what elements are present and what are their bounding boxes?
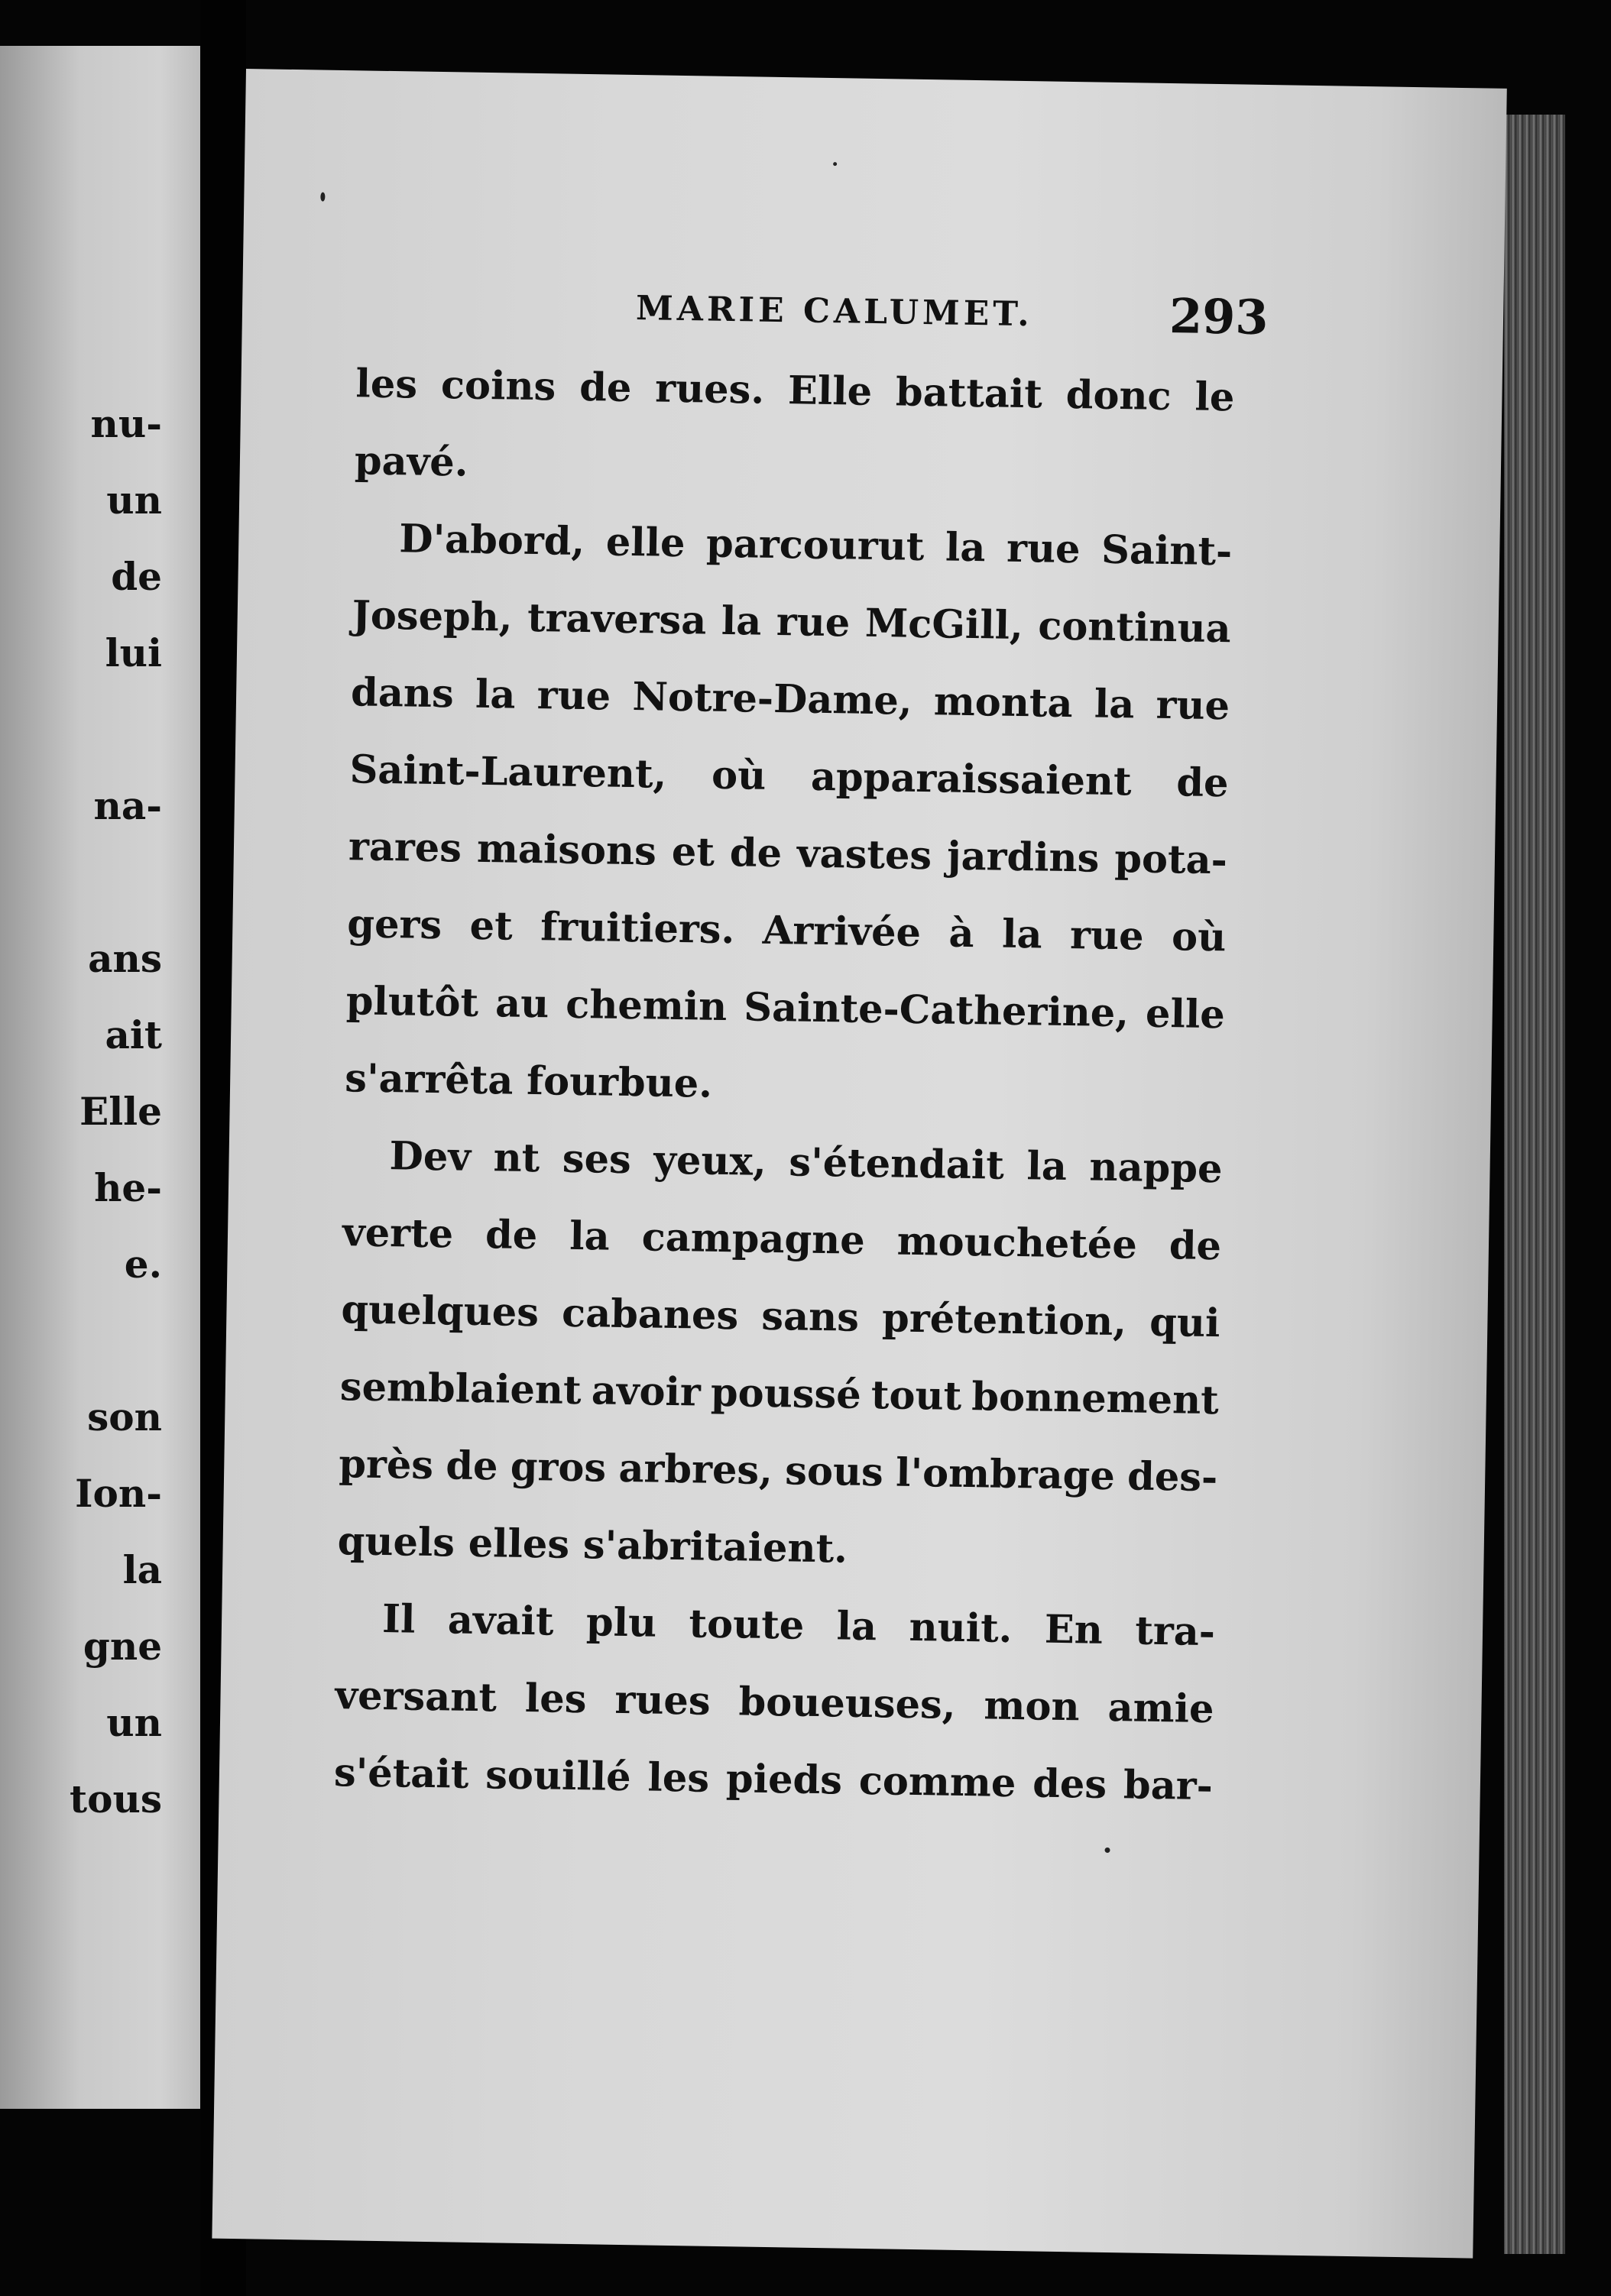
word: continua [1037, 603, 1232, 653]
facing-page-line: Ion- [75, 1471, 162, 1516]
word: rares [348, 824, 462, 872]
line-text [345, 963, 1225, 1054]
word: de [1169, 1222, 1222, 1270]
text-line [343, 1117, 1223, 1208]
word: poussé [710, 1369, 862, 1418]
line-text [389, 1118, 1223, 1208]
word: bonnement [971, 1374, 1220, 1424]
word: les [355, 361, 418, 408]
word: plutôt [345, 978, 479, 1026]
word: les [524, 1675, 587, 1723]
facing-page-line: lui [105, 630, 162, 675]
word: ses [562, 1135, 632, 1184]
line-text [352, 577, 1231, 668]
word: de [729, 830, 783, 877]
word: Joseph, [352, 592, 514, 641]
paragraph [344, 500, 1233, 1131]
page-header [242, 274, 1512, 347]
word: la [1001, 911, 1043, 958]
word: au [494, 980, 549, 1028]
facing-page-line: ans [88, 936, 162, 981]
word: dans [350, 669, 455, 717]
word: Dev [389, 1133, 472, 1180]
word: Saint- [1100, 526, 1233, 575]
word: rue [1006, 525, 1081, 573]
page-edges [1504, 115, 1565, 2254]
word: comme [858, 1757, 1016, 1807]
word: battait [895, 369, 1043, 418]
word: plu [585, 1599, 657, 1647]
word: rue [1069, 912, 1145, 960]
text-line [339, 1426, 1218, 1517]
text-line [349, 731, 1229, 822]
word: souillé [485, 1752, 632, 1801]
facing-page-fragment [0, 46, 200, 2109]
word: où [1171, 914, 1227, 961]
word: tra- [1134, 1608, 1216, 1656]
line-text [341, 1271, 1220, 1362]
word: le [1194, 374, 1235, 421]
word: rues. [654, 365, 765, 413]
text-line [337, 1503, 1217, 1594]
word: la [475, 671, 516, 718]
word: tout [870, 1372, 962, 1420]
line-text [350, 654, 1230, 745]
word: à [948, 910, 975, 957]
facing-page-line: Elle [79, 1089, 162, 1134]
word: s'était [333, 1750, 469, 1798]
line-text: quels elles s'abritaient. [337, 1518, 848, 1572]
line-text [399, 500, 1233, 591]
paragraph [337, 1117, 1223, 1594]
word: toute [689, 1601, 805, 1649]
word: qui [1149, 1299, 1220, 1347]
word: prétention, [881, 1295, 1127, 1346]
word: la [1094, 681, 1135, 728]
facing-page-line: de [111, 554, 162, 599]
word: Arrivée [762, 907, 922, 957]
word: elle [605, 519, 686, 567]
line-text [333, 1734, 1213, 1825]
word: bar- [1123, 1762, 1214, 1810]
word: et [469, 902, 514, 950]
facing-page-line: tous [70, 1776, 162, 1822]
word: nappe [1089, 1144, 1223, 1193]
word: sans [760, 1293, 860, 1341]
word: gers [346, 901, 442, 949]
facing-page-line: e. [124, 1242, 162, 1287]
line-text: s'arrêta fourbue. [344, 1055, 713, 1107]
line-text [335, 1657, 1214, 1748]
text-line [341, 1271, 1220, 1362]
facing-page-line: gne [83, 1624, 162, 1669]
word: mon [984, 1682, 1081, 1731]
word: nuit. [909, 1604, 1013, 1652]
word: la [945, 524, 986, 572]
word: Saint-Laurent, [349, 746, 667, 798]
word: rue [536, 672, 611, 720]
text-line [342, 1194, 1221, 1285]
word: l'ombrage [895, 1449, 1116, 1500]
line-text [355, 345, 1235, 436]
word: rue [1156, 682, 1230, 730]
word: nt [493, 1135, 540, 1182]
line-text [342, 1194, 1221, 1285]
word: arbres, [618, 1445, 773, 1495]
book-page [212, 69, 1506, 2259]
text-line [335, 1657, 1214, 1748]
page-number: 293 [1169, 288, 1269, 346]
text-line [353, 500, 1233, 591]
word: sous [784, 1448, 884, 1496]
text-line [339, 1349, 1219, 1439]
line-text [349, 731, 1229, 822]
facing-page-line: nu- [90, 401, 162, 446]
word: verte [342, 1210, 454, 1258]
word: amie [1107, 1684, 1214, 1733]
facing-page-line: un [106, 1700, 162, 1745]
scan-speck [1104, 1847, 1110, 1853]
running-title: MARIE CALUMET. [635, 289, 1034, 335]
text-line [350, 654, 1230, 745]
line-text: pavé. [354, 438, 468, 486]
word: et [671, 828, 715, 876]
word: avait [447, 1597, 554, 1645]
facing-page-line: ait [105, 1012, 162, 1057]
word: où [711, 752, 767, 799]
word: les [647, 1754, 710, 1802]
word: rue [776, 598, 851, 646]
word: boueuses, [738, 1679, 956, 1728]
word: s'étendait [788, 1139, 1005, 1189]
word: versant [335, 1673, 498, 1721]
text-line [344, 1040, 1224, 1131]
line-text [348, 808, 1227, 899]
text-line [348, 808, 1227, 899]
facing-page-line: la [122, 1547, 162, 1592]
word: mouchetée [896, 1218, 1138, 1268]
paragraph [354, 345, 1235, 513]
word: gros [510, 1443, 607, 1491]
scan-speck [833, 162, 837, 166]
text-line [347, 886, 1227, 976]
body-text [333, 345, 1235, 1825]
word: vastes [796, 831, 932, 879]
scan-speck [320, 193, 325, 202]
word: de [1175, 759, 1229, 807]
facing-page-line: he- [94, 1165, 162, 1210]
word: de [485, 1212, 538, 1259]
word: chemin [565, 981, 728, 1031]
word: D'abord, [398, 516, 585, 565]
word: apparaissaient [810, 753, 1133, 805]
word: quelques [341, 1287, 540, 1336]
word: avoir [591, 1368, 702, 1416]
word: cabanes [561, 1290, 739, 1339]
word: campagne [641, 1214, 866, 1264]
text-line [335, 1580, 1215, 1671]
line-text [339, 1426, 1218, 1517]
word: maisons [476, 825, 657, 875]
word: près [338, 1441, 434, 1489]
line-text [339, 1349, 1219, 1439]
word: donc [1065, 371, 1172, 420]
word: Notre-Dame, [631, 674, 913, 724]
line-text [347, 886, 1227, 976]
text-line [354, 423, 1233, 513]
word: pieds [725, 1756, 843, 1804]
word: la [836, 1603, 877, 1650]
word: Elle [787, 368, 873, 415]
text-line [345, 963, 1225, 1054]
word: la [1026, 1143, 1068, 1190]
word: jardins [946, 833, 1100, 882]
word: de [445, 1443, 498, 1490]
facing-page-line: na- [93, 783, 162, 828]
word: McGill, [864, 600, 1024, 649]
word: traversa [527, 594, 707, 644]
word: la [569, 1213, 611, 1260]
line-text [381, 1581, 1215, 1671]
text-line [333, 1734, 1213, 1825]
facing-page-line: un [106, 478, 162, 523]
word: rues [614, 1676, 711, 1724]
facing-page-line: son [87, 1394, 162, 1439]
word: des- [1126, 1453, 1218, 1501]
word: la [721, 597, 762, 645]
word: Sainte-Catherine, [743, 984, 1130, 1037]
word: En [1044, 1606, 1104, 1653]
paragraph [333, 1580, 1216, 1825]
word: coins [440, 362, 556, 410]
word: pota- [1113, 835, 1228, 884]
word: des [1032, 1760, 1107, 1808]
word: elle [1145, 990, 1226, 1038]
word: parcourut [705, 520, 925, 571]
text-line [352, 577, 1231, 668]
text-line [355, 345, 1235, 436]
word: yeux, [653, 1137, 767, 1185]
word: fruitiers. [540, 904, 735, 954]
word: Il [381, 1596, 416, 1643]
word: de [579, 364, 632, 411]
word: monta [933, 678, 1073, 727]
word: semblaient [339, 1364, 582, 1414]
